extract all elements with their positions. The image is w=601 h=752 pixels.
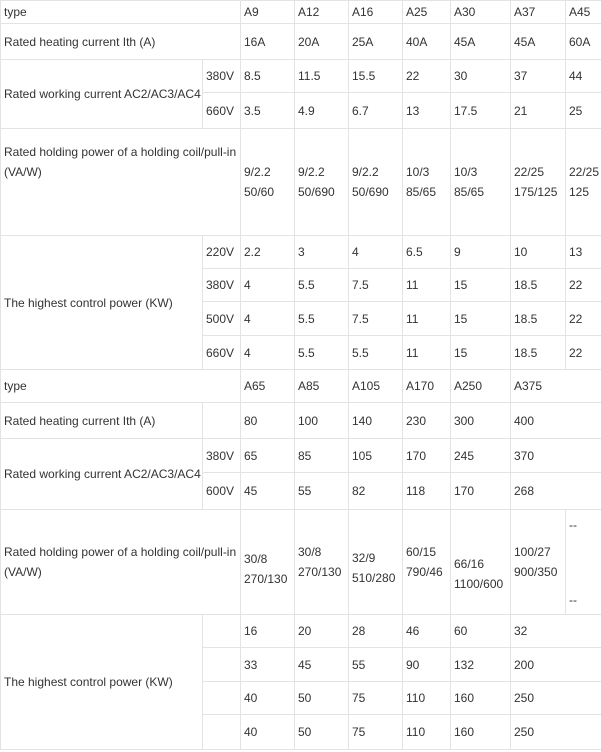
table-row bbox=[1, 439, 601, 473]
value-cell: 18.5 bbox=[511, 302, 566, 336]
value-cell: 45A bbox=[511, 24, 566, 60]
type-label: type bbox=[1, 1, 241, 24]
value-cell: 400 bbox=[511, 403, 601, 439]
model-cell: A105 bbox=[349, 370, 403, 403]
model-cell: A45 bbox=[566, 1, 601, 24]
value-cell: 110 bbox=[403, 682, 451, 715]
model-cell: A65 bbox=[241, 370, 295, 403]
value-cell: 50 bbox=[295, 715, 349, 750]
empty-cell bbox=[203, 715, 241, 750]
value-cell: 3.5 bbox=[241, 93, 295, 129]
value-cell: 22 bbox=[566, 302, 601, 336]
value-cell: 170 bbox=[403, 439, 451, 473]
value-cell: 6.5 bbox=[403, 236, 451, 269]
table-row bbox=[1, 24, 601, 60]
type-label: type bbox=[1, 370, 241, 403]
value-cell: 60A bbox=[566, 24, 601, 60]
value-cell: 40 bbox=[241, 715, 295, 750]
empty-cell bbox=[203, 648, 241, 682]
model-cell: A170 bbox=[403, 370, 451, 403]
value-cell: 85 bbox=[295, 439, 349, 473]
value-cell: 16 bbox=[241, 615, 295, 648]
value-cell: 66/16 1100/600 bbox=[451, 510, 511, 615]
table-row bbox=[1, 236, 601, 269]
table-row bbox=[1, 60, 601, 93]
value-cell: 100/27 900/350 bbox=[511, 510, 566, 615]
value-cell: 118 bbox=[403, 473, 451, 510]
table-row bbox=[1, 510, 601, 615]
value-cell: 10/3 85/65 bbox=[451, 129, 511, 236]
value-cell: 60/15 790/46 bbox=[403, 510, 451, 615]
value-cell: 13 bbox=[566, 236, 601, 269]
model-cell: A16 bbox=[349, 1, 403, 24]
value-cell: 5.5 bbox=[295, 302, 349, 336]
value-cell: 9 bbox=[451, 236, 511, 269]
value-cell: 40A bbox=[403, 24, 451, 60]
value-cell: 55 bbox=[349, 648, 403, 682]
value-cell: 80 bbox=[241, 403, 295, 439]
heating-current-label: Rated heating current Ith (A) bbox=[1, 403, 203, 439]
value-cell: 20 bbox=[295, 615, 349, 648]
value-cell: 10/3 85/65 bbox=[403, 129, 451, 236]
dash-cell bbox=[566, 510, 601, 615]
voltage-cell: 600V bbox=[203, 473, 241, 510]
value-cell: 25A bbox=[349, 24, 403, 60]
voltage-cell: 660V bbox=[203, 336, 241, 370]
table-row bbox=[1, 1, 601, 24]
value-cell: 4 bbox=[241, 302, 295, 336]
value-cell: 28 bbox=[349, 615, 403, 648]
value-cell: 11 bbox=[403, 269, 451, 302]
value-cell: 11 bbox=[403, 302, 451, 336]
model-cell: A30 bbox=[451, 1, 511, 24]
value-cell: 22/25 125 bbox=[566, 129, 601, 236]
value-cell: 55 bbox=[295, 473, 349, 510]
value-cell: 170 bbox=[451, 473, 511, 510]
value-cell: 160 bbox=[451, 715, 511, 750]
value-cell: 44 bbox=[566, 60, 601, 93]
value-cell: 5.5 bbox=[295, 269, 349, 302]
value-cell: 90 bbox=[403, 648, 451, 682]
value-cell: 46 bbox=[403, 615, 451, 648]
value-cell: 25 bbox=[566, 93, 601, 129]
working-current-label: Rated working current AC2/AC3/AC4 bbox=[1, 439, 203, 510]
value-cell: 11 bbox=[403, 336, 451, 370]
value-cell: 2.2 bbox=[241, 236, 295, 269]
value-cell: 15 bbox=[451, 269, 511, 302]
voltage-cell: 380V bbox=[203, 439, 241, 473]
control-power-label: The highest control power (KW) bbox=[1, 615, 203, 750]
value-cell: 7.5 bbox=[349, 302, 403, 336]
value-cell: 82 bbox=[349, 473, 403, 510]
value-cell: 18.5 bbox=[511, 269, 566, 302]
value-cell: 7.5 bbox=[349, 269, 403, 302]
dash-top: -- bbox=[569, 517, 577, 532]
value-cell: 9/2.2 50/60 bbox=[241, 129, 295, 236]
empty-cell bbox=[203, 615, 241, 648]
value-cell: 100 bbox=[295, 403, 349, 439]
value-cell: 50 bbox=[295, 682, 349, 715]
value-cell: 370 bbox=[511, 439, 601, 473]
value-cell: 45A bbox=[451, 24, 511, 60]
control-power-label: The highest control power (KW) bbox=[1, 236, 203, 370]
value-cell: 30 bbox=[451, 60, 511, 93]
empty-cell bbox=[203, 682, 241, 715]
voltage-cell: 220V bbox=[203, 236, 241, 269]
value-cell: 20A bbox=[295, 24, 349, 60]
value-cell: 75 bbox=[349, 682, 403, 715]
value-cell: 105 bbox=[349, 439, 403, 473]
table-row bbox=[1, 129, 601, 236]
value-cell: 16A bbox=[241, 24, 295, 60]
value-cell: 60 bbox=[451, 615, 511, 648]
value-cell: 10 bbox=[511, 236, 566, 269]
empty-cell bbox=[203, 403, 241, 439]
value-cell: 230 bbox=[403, 403, 451, 439]
value-cell: 37 bbox=[511, 60, 566, 93]
table-row bbox=[1, 615, 601, 648]
value-cell: 4 bbox=[349, 236, 403, 269]
value-cell: 6.7 bbox=[349, 93, 403, 129]
table-row bbox=[1, 403, 601, 439]
value-cell: 4 bbox=[241, 336, 295, 370]
value-cell: 11.5 bbox=[295, 60, 349, 93]
table-row bbox=[1, 370, 601, 403]
value-cell: 22/25 175/125 bbox=[511, 129, 566, 236]
value-cell: 4.9 bbox=[295, 93, 349, 129]
model-cell: A9 bbox=[241, 1, 295, 24]
value-cell: 5.5 bbox=[295, 336, 349, 370]
voltage-cell: 660V bbox=[203, 93, 241, 129]
model-cell: A375 bbox=[511, 370, 601, 403]
value-cell: 245 bbox=[451, 439, 511, 473]
value-cell: 40 bbox=[241, 682, 295, 715]
working-current-label: Rated working current AC2/AC3/AC4 bbox=[1, 60, 203, 129]
value-cell: 140 bbox=[349, 403, 403, 439]
value-cell: 5.5 bbox=[349, 336, 403, 370]
model-cell: A25 bbox=[403, 1, 451, 24]
value-cell: 75 bbox=[349, 715, 403, 750]
value-cell: 17.5 bbox=[451, 93, 511, 129]
value-cell: 30/8 270/130 bbox=[295, 510, 349, 615]
value-cell: 250 bbox=[511, 715, 601, 750]
value-cell: 65 bbox=[241, 439, 295, 473]
value-cell: 45 bbox=[241, 473, 295, 510]
value-cell: 18.5 bbox=[511, 336, 566, 370]
value-cell: 9/2.2 50/690 bbox=[349, 129, 403, 236]
value-cell: 15 bbox=[451, 336, 511, 370]
value-cell: 160 bbox=[451, 682, 511, 715]
value-cell: 3 bbox=[295, 236, 349, 269]
heating-current-label: Rated heating current Ith (A) bbox=[1, 24, 241, 60]
model-cell: A12 bbox=[295, 1, 349, 24]
dash-bottom: -- bbox=[569, 592, 577, 607]
value-cell: 9/2.2 50/690 bbox=[295, 129, 349, 236]
voltage-cell: 380V bbox=[203, 269, 241, 302]
model-cell: A250 bbox=[451, 370, 511, 403]
value-cell: 200 bbox=[511, 648, 601, 682]
value-cell: 15.5 bbox=[349, 60, 403, 93]
value-cell: 22 bbox=[566, 336, 601, 370]
value-cell: 4 bbox=[241, 269, 295, 302]
value-cell: 33 bbox=[241, 648, 295, 682]
value-cell: 45 bbox=[295, 648, 349, 682]
value-cell: 22 bbox=[566, 269, 601, 302]
value-cell: 268 bbox=[511, 473, 601, 510]
value-cell: 30/8 270/130 bbox=[241, 510, 295, 615]
value-cell: 250 bbox=[511, 682, 601, 715]
value-cell: 300 bbox=[451, 403, 511, 439]
value-cell: 22 bbox=[403, 60, 451, 93]
model-cell: A85 bbox=[295, 370, 349, 403]
value-cell: 32/9 510/280 bbox=[349, 510, 403, 615]
voltage-cell: 500V bbox=[203, 302, 241, 336]
value-cell: 32 bbox=[511, 615, 601, 648]
value-cell: 21 bbox=[511, 93, 566, 129]
model-cell: A37 bbox=[511, 1, 566, 24]
holding-power-label: Rated holding power of a holding coil/pull-in (VA/W) bbox=[1, 510, 241, 615]
value-cell: 15 bbox=[451, 302, 511, 336]
value-cell: 13 bbox=[403, 93, 451, 129]
value-cell: 132 bbox=[451, 648, 511, 682]
value-cell: 110 bbox=[403, 715, 451, 750]
value-cell: 8.5 bbox=[241, 60, 295, 93]
holding-power-label: Rated holding power of a holding coil/pull-in (VA/W) bbox=[1, 129, 241, 236]
voltage-cell: 380V bbox=[203, 60, 241, 93]
